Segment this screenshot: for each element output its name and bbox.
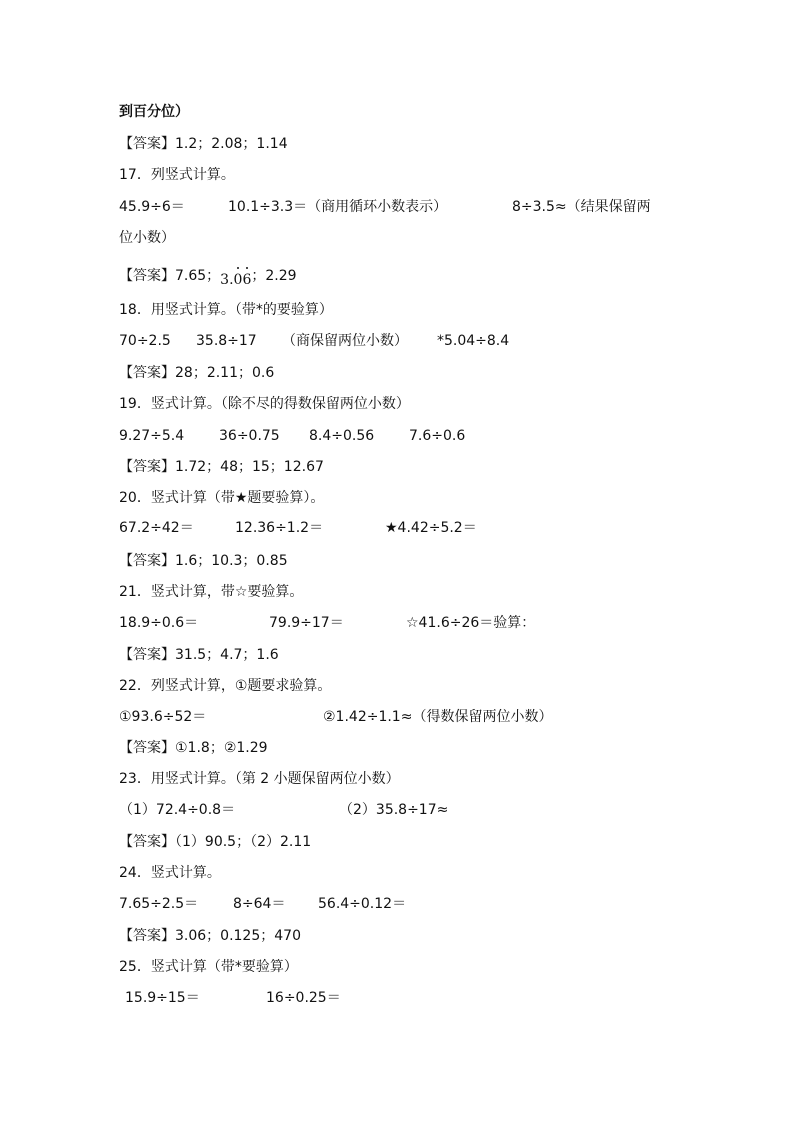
q17-problem-b: 10.1÷3.3＝（商用循环小数表示） [228,199,448,215]
q17-answer-first: 7.65； [175,268,221,284]
q23-problem-a: （1）72.4÷0.8＝ [119,802,236,818]
q25-problem-a: 15.9÷15＝ [125,990,200,1006]
q23-problem-b: （2）35.8÷17≈ [339,802,449,818]
q24-problem-a: 7.65÷2.5＝ [119,896,199,912]
answer-label: 【答案】 [119,268,175,284]
q20-problem-c: ★4.42÷5.2＝ [385,520,477,536]
q24-problems [119,894,439,914]
q21-problem-b: 79.9÷17＝ [269,615,344,631]
q17-problem-c-continued: 位小数） [119,230,175,246]
q17-answer-rest: ；2.29 [251,268,297,284]
q17-answer [119,262,297,286]
q19-problems [119,426,499,446]
q25-problems [119,988,379,1008]
q17-problem-c: 8÷3.5≈（结果保留两 [512,199,651,215]
q18-problems [119,331,539,351]
q17-problems [119,197,689,217]
q18-problem-c: *5.04÷8.4 [437,333,510,349]
q19-answer: 【答案】1.72；48；15；12.67 [119,459,324,475]
q24-problem-b: 8÷64＝ [233,896,286,912]
q21-title: 21．竖式计算，带☆要验算。 [119,584,304,600]
q18-problem-a: 70÷2.5 [119,333,171,349]
q19-problem-c: 8.4÷0.56 [309,428,375,444]
q22-title: 22．列竖式计算，①题要求验算。 [119,678,332,694]
q18-problem-b: 35.8÷17 [196,333,257,349]
q24-title: 24．竖式计算。 [119,865,221,881]
q20-answer: 【答案】1.6；10.3；0.85 [119,553,288,569]
q17-problem-a: 45.9÷6＝ [119,199,185,215]
q23-answer: 【答案】（1）90.5；（2）2.11 [119,834,312,850]
q22-problem-b: ②1.42÷1.1≈（得数保留两位小数） [323,709,553,725]
q19-problem-a: 9.27÷5.4 [119,428,185,444]
q22-answer: 【答案】①1.8；②1.29 [119,740,268,756]
q20-problem-b: 12.36÷1.2＝ [235,520,324,536]
q21-problem-a: 18.9÷0.6＝ [119,615,199,631]
decimal-point: . [229,272,234,288]
repeating-digit-dotted: 6 [242,272,252,288]
q23-problems [119,800,479,820]
q16-tail: 到百分位） [119,104,189,120]
q25-title: 25．竖式计算（带*要验算） [119,959,298,975]
repeating-digit-dotted: 0 [233,272,243,288]
q21-answer: 【答案】31.5；4.7；1.6 [119,647,279,663]
q18-problem-b-note: （商保留两位小数） [282,333,408,349]
q23-title: 23．用竖式计算。（第 2 小题保留两位小数） [119,771,400,787]
q18-title: 18．用竖式计算。（带*的要验算） [119,302,333,318]
q18-answer: 【答案】28；2.11；0.6 [119,365,275,381]
q20-problem-a: 67.2÷42＝ [119,520,194,536]
q22-problems [119,707,599,727]
q24-answer: 【答案】3.06；0.125；470 [119,928,301,944]
q22-problem-a: ①93.6÷52＝ [119,709,207,725]
q19-problem-b: 36÷0.75 [219,428,280,444]
q19-title: 19．竖式计算。（除不尽的得数保留两位小数） [119,396,410,412]
repeating-digit: 3 [220,272,230,288]
q25-problem-b: 16÷0.25＝ [266,990,341,1006]
q16-answer: 【答案】1.2；2.08；1.14 [119,136,288,152]
q17-title: 17．列竖式计算。 [119,167,235,183]
q20-title: 20．竖式计算（带★题要验算）。 [119,490,325,506]
repeating-decimal [220,266,251,290]
q20-problems [119,518,519,538]
q24-problem-c: 56.4÷0.12＝ [318,896,407,912]
q21-problem-c: ☆41.6÷26＝验算： [406,615,536,631]
q19-problem-d: 7.6÷0.6 [409,428,466,444]
q21-problems [119,613,559,633]
